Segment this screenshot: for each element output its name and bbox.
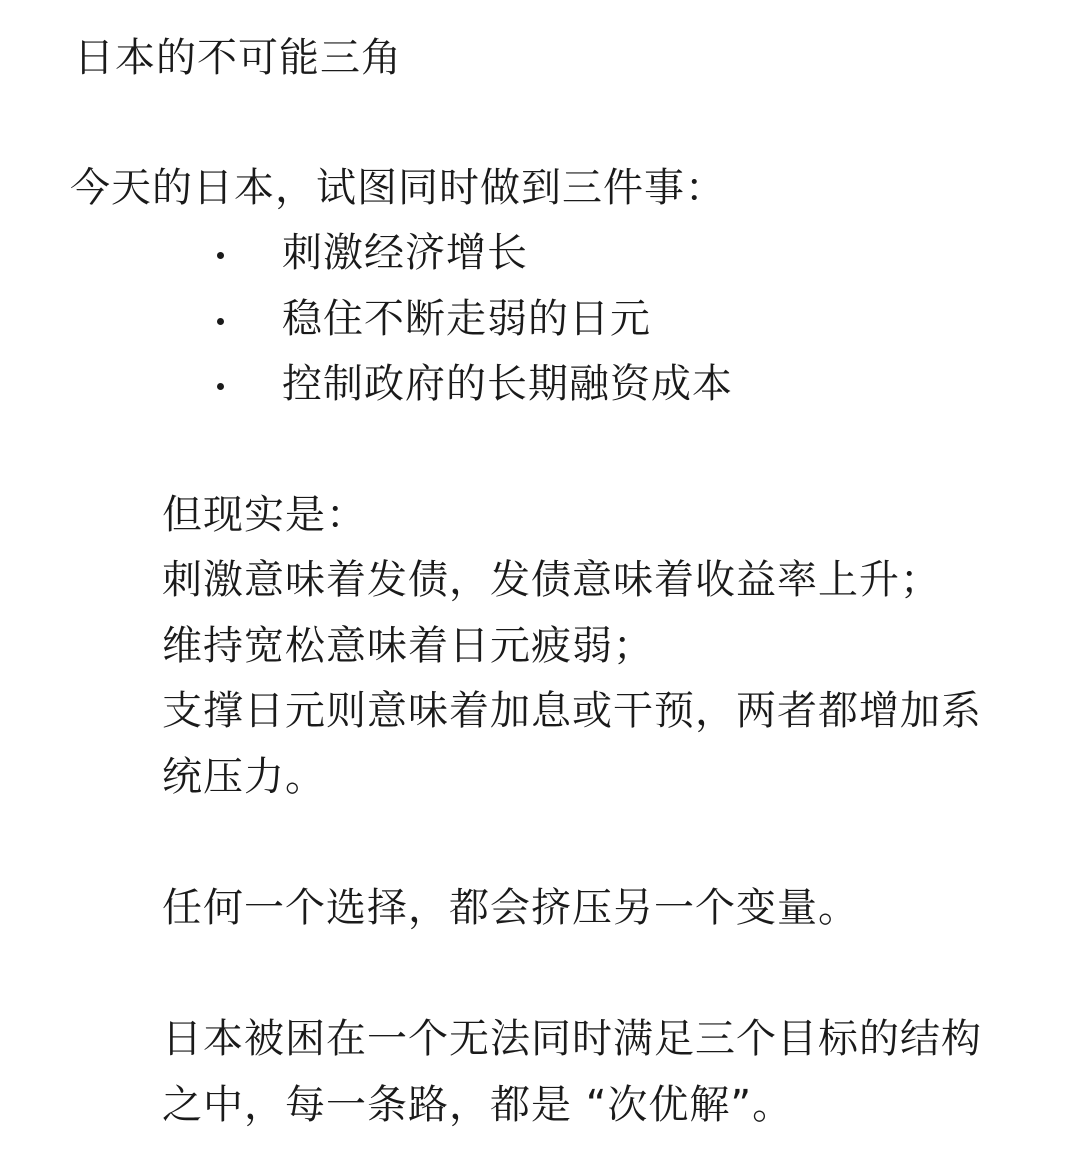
- statement-text: 任何一个选择，都会挤压另一个变量。: [162, 885, 859, 931]
- reality-heading: 但现实是：: [162, 492, 367, 538]
- page-title: 日本的不可能三角: [74, 35, 402, 81]
- bullet-text: 刺激经济增长: [282, 230, 528, 276]
- conclusion-line: 之中，每一条路，都是 “次优解”。: [162, 1082, 794, 1128]
- reality-line: 刺激意味着发债，发债意味着收益率上升；: [162, 557, 941, 603]
- reality-line: 支撑日元则意味着加息或干预，两者都增加系: [162, 688, 982, 734]
- reality-line: 统压力。: [162, 754, 326, 800]
- intro-text: 今天的日本，试图同时做到三件事：: [70, 165, 726, 211]
- bullet-icon: [217, 318, 224, 325]
- reality-line: 维持宽松意味着日元疲弱；: [162, 623, 654, 669]
- conclusion-line: 日本被困在一个无法同时满足三个目标的结构: [162, 1016, 982, 1062]
- bullet-icon: [217, 252, 224, 259]
- bullet-icon: [217, 383, 224, 390]
- bullet-text: 控制政府的长期融资成本: [282, 361, 733, 407]
- bullet-text: 稳住不断走弱的日元: [282, 296, 651, 342]
